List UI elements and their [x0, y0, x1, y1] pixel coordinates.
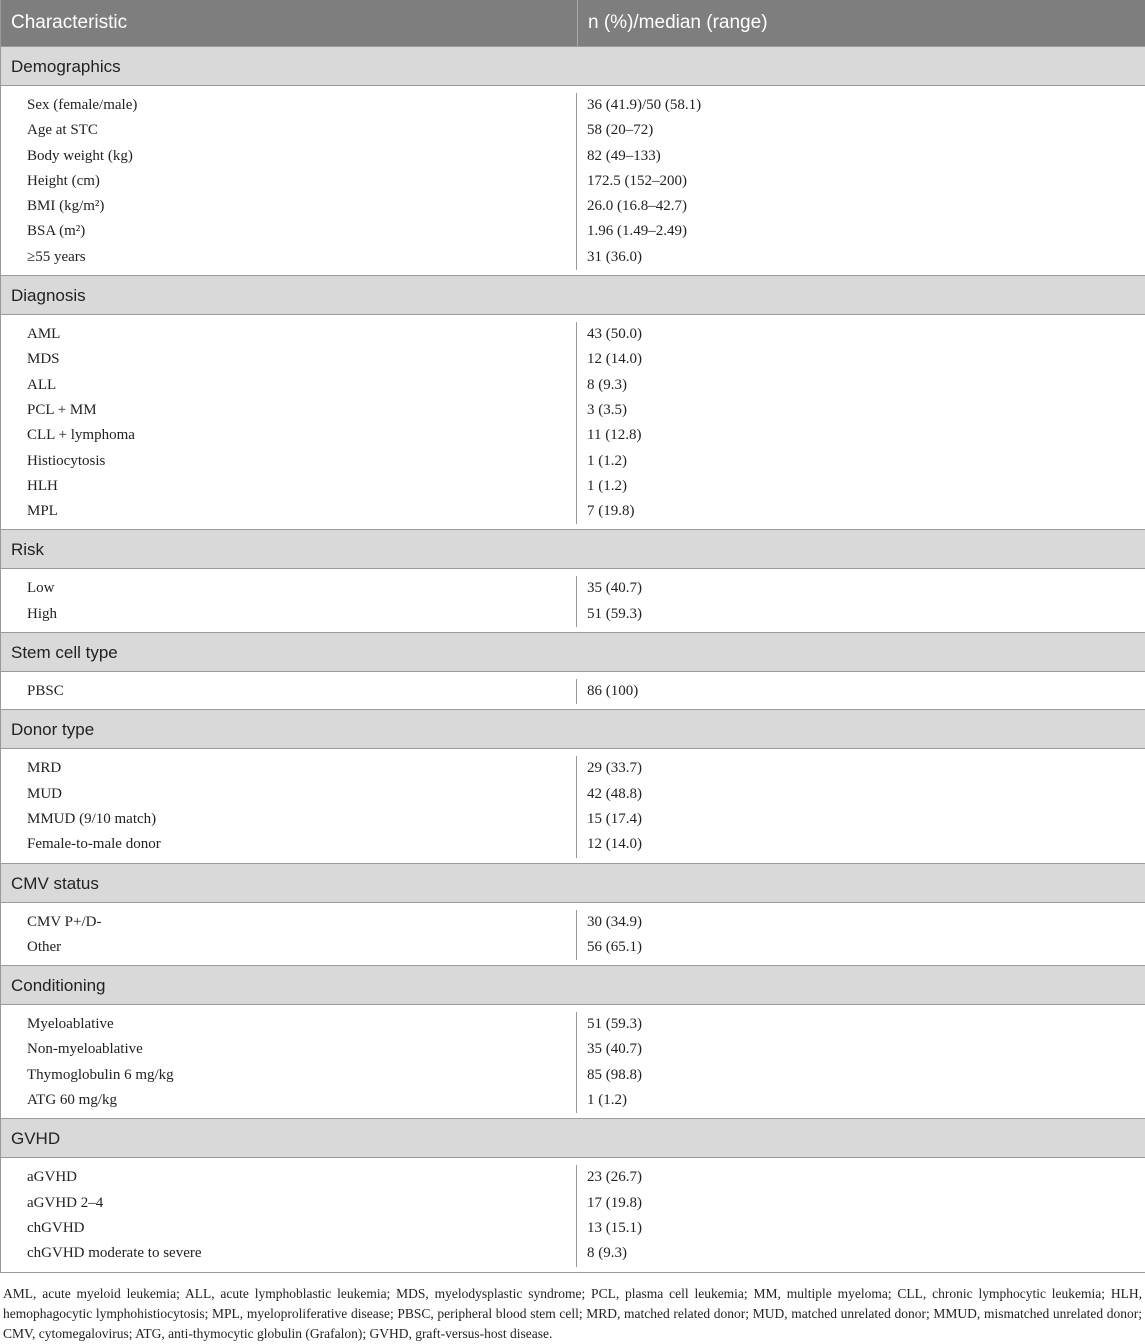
section-body	[1, 86, 1145, 275]
value-column	[577, 756, 1145, 857]
row-value: 7 (19.8)	[587, 503, 635, 520]
row-value: 12 (14.0)	[587, 836, 642, 853]
row-value: 17 (19.8)	[587, 1194, 642, 1211]
characteristic-column	[1, 1165, 577, 1266]
row-label: High	[27, 605, 57, 622]
row-label: ALL	[27, 376, 57, 393]
row-value: 11 (12.8)	[587, 427, 642, 444]
value-column	[577, 679, 1145, 704]
section-header: Conditioning	[1, 965, 1145, 1005]
section-header: Diagnosis	[1, 275, 1145, 315]
row-value: 43 (50.0)	[587, 326, 642, 343]
row-value: 51 (59.3)	[587, 605, 642, 622]
row-value: 1 (1.2)	[587, 1092, 627, 1109]
row-value: 1 (1.2)	[587, 477, 627, 494]
row-label: MPL	[27, 503, 58, 520]
section-header: Risk	[1, 529, 1145, 569]
section-header: CMV status	[1, 863, 1145, 903]
row-label: MMUD (9/10 match)	[27, 810, 157, 827]
row-value: 31 (36.0)	[587, 248, 642, 265]
table-footnote: AML, acute myeloid leukemia; ALL, acute lymphoblastic leukemia; MDS, myelodysplastic syndrome; PCL, plasma cell leukemia; MM, multiple myeloma; CLL, chronic lymphocytic leukemia; HLH, hemophagocytic lymphohistiocytosis; MPL, myeloproliferative disease; PBSC, peripheral blood stem cell; MRD, matched related donor; MUD, matched unrelated donor; MMUD, mismatched unrelated donor; CMV, cytomegalovirus; ATG, anti-thymocytic globulin (Grafalon); GVHD, graft-versus-host disease.	[3, 1285, 1142, 1341]
value-column	[577, 576, 1145, 627]
row-label: aGVHD	[27, 1169, 77, 1186]
characteristic-column	[1, 679, 577, 704]
section-body	[1, 1158, 1145, 1271]
row-label: PBSC	[27, 683, 64, 700]
row-label: chGVHD moderate to severe	[27, 1245, 202, 1262]
row-value: 3 (3.5)	[587, 401, 627, 418]
row-label: chGVHD	[27, 1219, 85, 1236]
row-label: aGVHD 2–4	[27, 1194, 104, 1211]
value-column	[577, 322, 1145, 524]
characteristic-column	[1, 756, 577, 857]
row-value: 23 (26.7)	[587, 1169, 642, 1186]
characteristic-column	[1, 93, 577, 270]
row-label: ≥55 years	[27, 248, 86, 265]
row-value: 8 (9.3)	[587, 1245, 627, 1262]
row-value: 58 (20–72)	[587, 122, 654, 139]
value-column	[577, 1012, 1145, 1113]
section-header: Donor type	[1, 709, 1145, 749]
row-value: 85 (98.8)	[587, 1066, 642, 1083]
section-body	[1, 749, 1145, 862]
section-body	[1, 672, 1145, 709]
section-body	[1, 1005, 1145, 1118]
row-label: Sex (female/male)	[27, 97, 138, 113]
row-value: 51 (59.3)	[587, 1016, 642, 1033]
row-label: BSA (m²)	[27, 223, 86, 240]
value-column	[577, 910, 1145, 961]
row-value: 12 (14.0)	[587, 351, 642, 368]
characteristic-column	[1, 322, 577, 524]
section-body	[1, 569, 1145, 632]
row-value: 1.96 (1.49–2.49)	[587, 223, 687, 240]
section-header: GVHD	[1, 1118, 1145, 1158]
row-label: Low	[27, 580, 55, 597]
row-label: Height (cm)	[27, 172, 100, 189]
row-value: 1 (1.2)	[587, 452, 627, 469]
row-value: 15 (17.4)	[587, 810, 642, 827]
row-value: 35 (40.7)	[587, 1041, 642, 1058]
row-label: Non-myeloablative	[27, 1041, 143, 1058]
value-column	[577, 93, 1145, 270]
row-value: 56 (65.1)	[587, 938, 642, 955]
section-body	[1, 903, 1145, 966]
row-label: MDS	[27, 351, 60, 368]
header-characteristic: Characteristic	[1, 0, 578, 46]
row-label: Myeloablative	[27, 1016, 114, 1033]
row-value: 35 (40.7)	[587, 580, 642, 597]
row-value: 30 (34.9)	[587, 913, 642, 930]
row-label: AML	[27, 326, 61, 343]
table-header-row	[1, 0, 1145, 46]
row-value: 13 (15.1)	[587, 1219, 642, 1236]
row-label: BMI (kg/m²)	[27, 198, 105, 215]
section-header: Stem cell type	[1, 632, 1145, 672]
row-value: 29 (33.7)	[587, 760, 642, 777]
characteristic-column	[1, 910, 577, 961]
row-value: 42 (48.8)	[587, 785, 642, 802]
row-label: Female-to-male donor	[27, 836, 161, 853]
row-value: 36 (41.9)/50 (58.1)	[587, 97, 702, 113]
row-value: 172.5 (152–200)	[587, 172, 687, 189]
section-body	[1, 315, 1145, 529]
row-value: 82 (49–133)	[587, 147, 661, 164]
section-header: Demographics	[1, 46, 1145, 86]
row-value: 86 (100)	[587, 683, 639, 700]
row-label: Thymoglobulin 6 mg/kg	[27, 1066, 174, 1083]
characteristic-column	[1, 1012, 577, 1113]
row-label: MRD	[27, 760, 62, 777]
row-label: CLL + lymphoma	[27, 427, 135, 444]
header-value: n (%)/median (range)	[588, 12, 768, 33]
row-label: MUD	[27, 785, 63, 802]
row-label: Age at STC	[27, 122, 98, 139]
row-label: PCL + MM	[27, 401, 97, 418]
table-body	[1, 46, 1145, 1272]
characteristic-column	[1, 576, 577, 627]
row-value: 8 (9.3)	[587, 376, 627, 393]
row-label: HLH	[27, 477, 58, 494]
row-label: Other	[27, 938, 62, 955]
row-label: CMV P+/D-	[27, 913, 102, 930]
row-label: ATG 60 mg/kg	[27, 1092, 117, 1109]
row-label: Body weight (kg)	[27, 147, 133, 164]
row-label: Histiocytosis	[27, 452, 106, 469]
value-column	[577, 1165, 1145, 1266]
row-value: 26.0 (16.8–42.7)	[587, 198, 687, 215]
